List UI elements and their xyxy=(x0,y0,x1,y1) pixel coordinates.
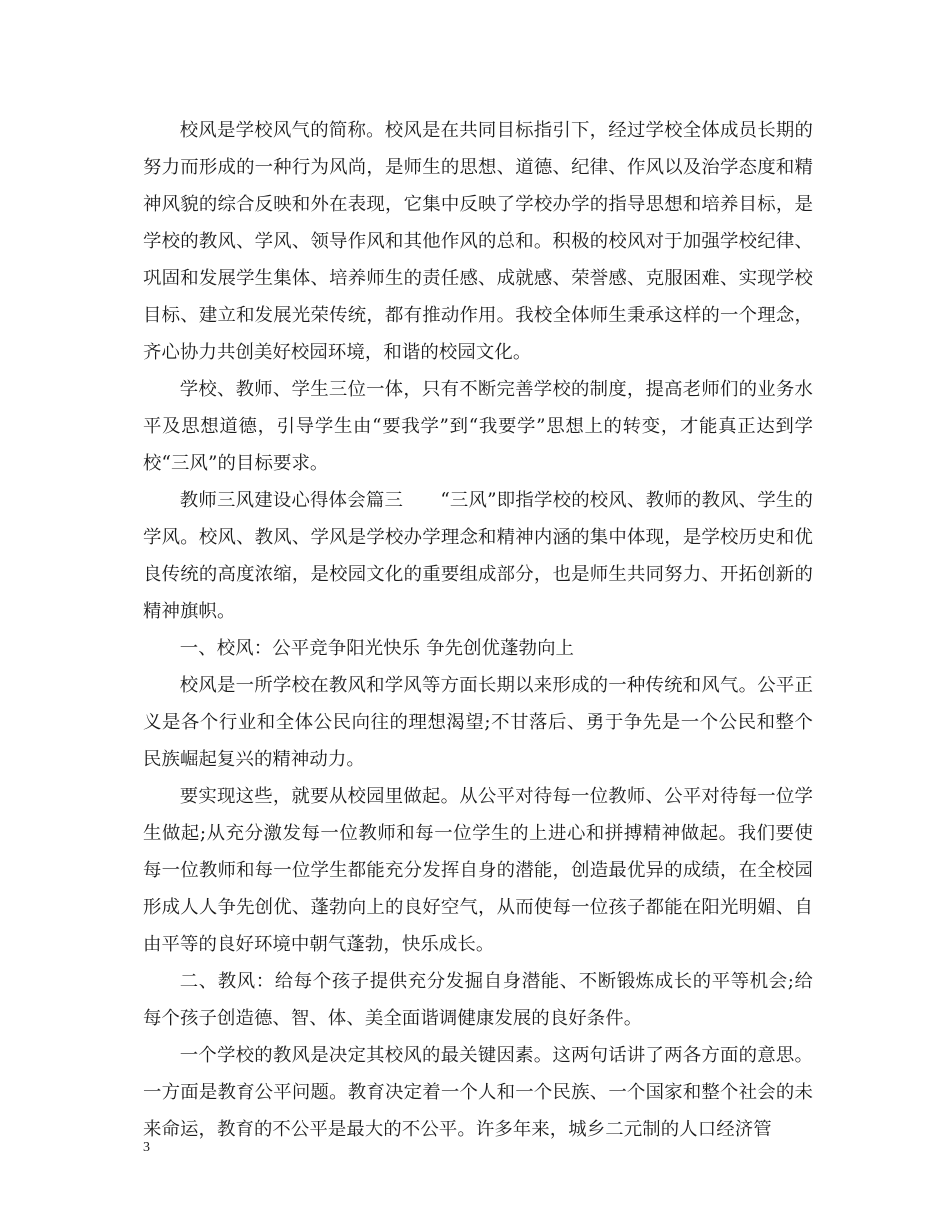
section-heading-school-style: 一、校风：公平竞争阳光快乐 争先创优蓬勃向上 xyxy=(179,638,575,659)
page-number: 3 xyxy=(143,1140,150,1155)
paragraph-3: 教师三风建设心得体会篇三 “三风”即指学校的校风、教师的教风、学生的学风。校风、教风、学风是学校办学理念和精神内涵的集中体现，是学校历史和优良传统的高度浓缩，是校园文化的重要组成部分，也是师生共同努力、开拓创新的精神旗帜。 xyxy=(143,490,813,622)
paragraph-1: 校风是学校风气的简称。校风是在共同目标指引下，经过学校全体成员长期的努力而形成的一种行为风尚，是师生的思想、道德、纪律、作风以及治学态度和精神风貌的综合反映和外在表现，它集中反映了学校办学的指导思想和培养目标，是学校的教风、学风、领导作风和其他作风的总和。积极的校风对于加强学校纪律、巩固和发展学生集体、培养师生的责任感、成就感、荣誉感、克服困难、实现学校目标、建立和发展光荣传统，都有推动作用。我校全体师生秉承这样的一个理念，齐心协力共创美好校园环境，和谐的校园文化。 xyxy=(143,120,813,363)
document-body xyxy=(143,112,813,1148)
paragraph-5: 校风是一所学校在教风和学风等方面长期以来形成的一种传统和风气。公平正义是各个行业和全体公民向往的理想渴望;不甘落后、勇于争先是一个公民和整个民族崛起复兴的精神动力。 xyxy=(143,675,813,770)
paragraph-6: 要实现这些，就要从校园里做起。从公平对待每一位教师、公平对待每一位学生做起;从充分激发每一位教师和每一位学生的上进心和拼搏精神做起。我们要使每一位教师和每一位学生都能充分发挥自身的潜能，创造最优异的成绩，在全校园形成人人争先创优、蓬勃向上的良好空气，从而使每一位孩子都能在阳光明媚、自由平等的良好环境中朝气蓬勃，快乐成长。 xyxy=(143,786,813,955)
paragraph-2: 学校、教师、学生三位一体，只有不断完善学校的制度，提高老师们的业务水平及思想道德，引导学生由“要我学”到“我要学”思想上的转变，才能真正达到学校“三风”的目标要求。 xyxy=(143,379,813,474)
section-heading-teaching-style: 二、教风：给每个孩子提供充分发掘自身潜能、不断锻炼成长的平等机会;给每个孩子创造德、智、体、美全面谐调健康发展的良好条件。 xyxy=(143,971,813,1029)
paragraph-8: 一个学校的教风是决定其校风的最关键因素。这两句话讲了两各方面的意思。一方面是教育公平问题。教育决定着一个人和一个民族、一个国家和整个社会的未来命运，教育的不公平是最大的不公平。许多年来，城乡二元制的人口经济管 xyxy=(143,1045,813,1140)
